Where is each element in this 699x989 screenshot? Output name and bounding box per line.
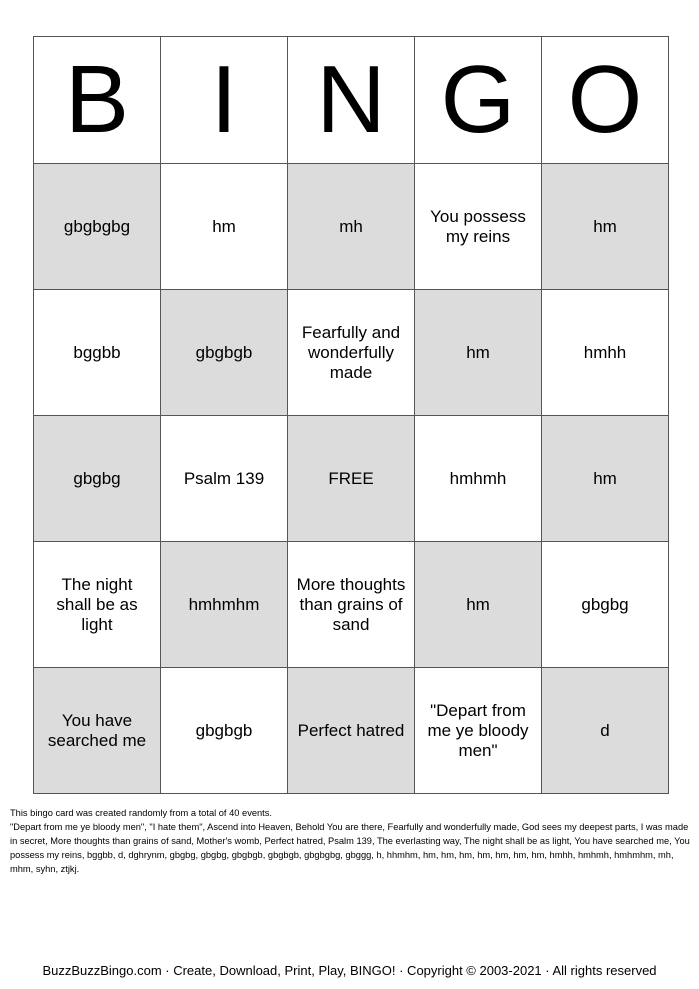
bingo-cell: Psalm 139 <box>161 416 288 542</box>
bingo-cell: FREE <box>288 416 415 542</box>
bingo-cell: hm <box>415 542 542 668</box>
header-letter: N <box>288 37 415 164</box>
bingo-cell: gbgbg <box>34 416 161 542</box>
bingo-row <box>34 668 669 794</box>
event-list: "Depart from me ye bloody men", "I hate them", Ascend into Heaven, Behold You are there, Fearfully and wonderfully made, God sees my deepest parts, I was made in secret, More thoughts than grains of sand, Mother's womb, Perfect hatred, Psalm 139, The everlasting way, The night shall be as light, You have searched me, You possess my reins, bggbb, d, dghrynm, gbgbg, gbgbg, gbgbgb, gbgbgb, gbgbgbg, gbggg, h, hhmhm, hm, hm, hm, hm, hm, hm, hm, hmhh, hmhmh, hmhmhm, mh, mhm, syhn, ztjkj. <box>10 822 690 874</box>
header-letter: O <box>542 37 669 164</box>
bingo-cell: hmhmhm <box>161 542 288 668</box>
bingo-card <box>33 36 669 794</box>
bingo-cell: gbgbg <box>542 542 669 668</box>
bingo-cell: hmhmh <box>415 416 542 542</box>
bingo-cell: hm <box>161 164 288 290</box>
bingo-row <box>34 164 669 290</box>
bingo-cell: bggbb <box>34 290 161 416</box>
header-row <box>34 37 669 164</box>
header-letter: I <box>161 37 288 164</box>
footer: BuzzBuzzBingo.com · Create, Download, Print, Play, BINGO! · Copyright © 2003-2021 · All rights reserved <box>42 963 657 978</box>
header-letter: B <box>34 37 161 164</box>
bingo-cell: "Depart from me ye bloody men" <box>415 668 542 794</box>
bingo-cell: Fearfully and wonderfully made <box>288 290 415 416</box>
bingo-row <box>34 542 669 668</box>
bingo-cell: hm <box>415 290 542 416</box>
bingo-cell: You have searched me <box>34 668 161 794</box>
bingo-cell: hm <box>542 164 669 290</box>
bingo-cell: hmhh <box>542 290 669 416</box>
bingo-cell: d <box>542 668 669 794</box>
bingo-cell: gbgbgbg <box>34 164 161 290</box>
info-summary: This bingo card was created randomly from a total of 40 events. <box>10 808 272 818</box>
bingo-cell: You possess my reins <box>415 164 542 290</box>
bingo-cell: gbgbgb <box>161 668 288 794</box>
bingo-row <box>34 290 669 416</box>
bingo-row <box>34 416 669 542</box>
bingo-cell: More thoughts than grains of sand <box>288 542 415 668</box>
bingo-cell: hm <box>542 416 669 542</box>
bingo-cell: The night shall be as light <box>34 542 161 668</box>
bingo-cell: Perfect hatred <box>288 668 415 794</box>
bingo-cell: mh <box>288 164 415 290</box>
header-letter: G <box>415 37 542 164</box>
card-info <box>10 806 692 876</box>
bingo-cell: gbgbgb <box>161 290 288 416</box>
